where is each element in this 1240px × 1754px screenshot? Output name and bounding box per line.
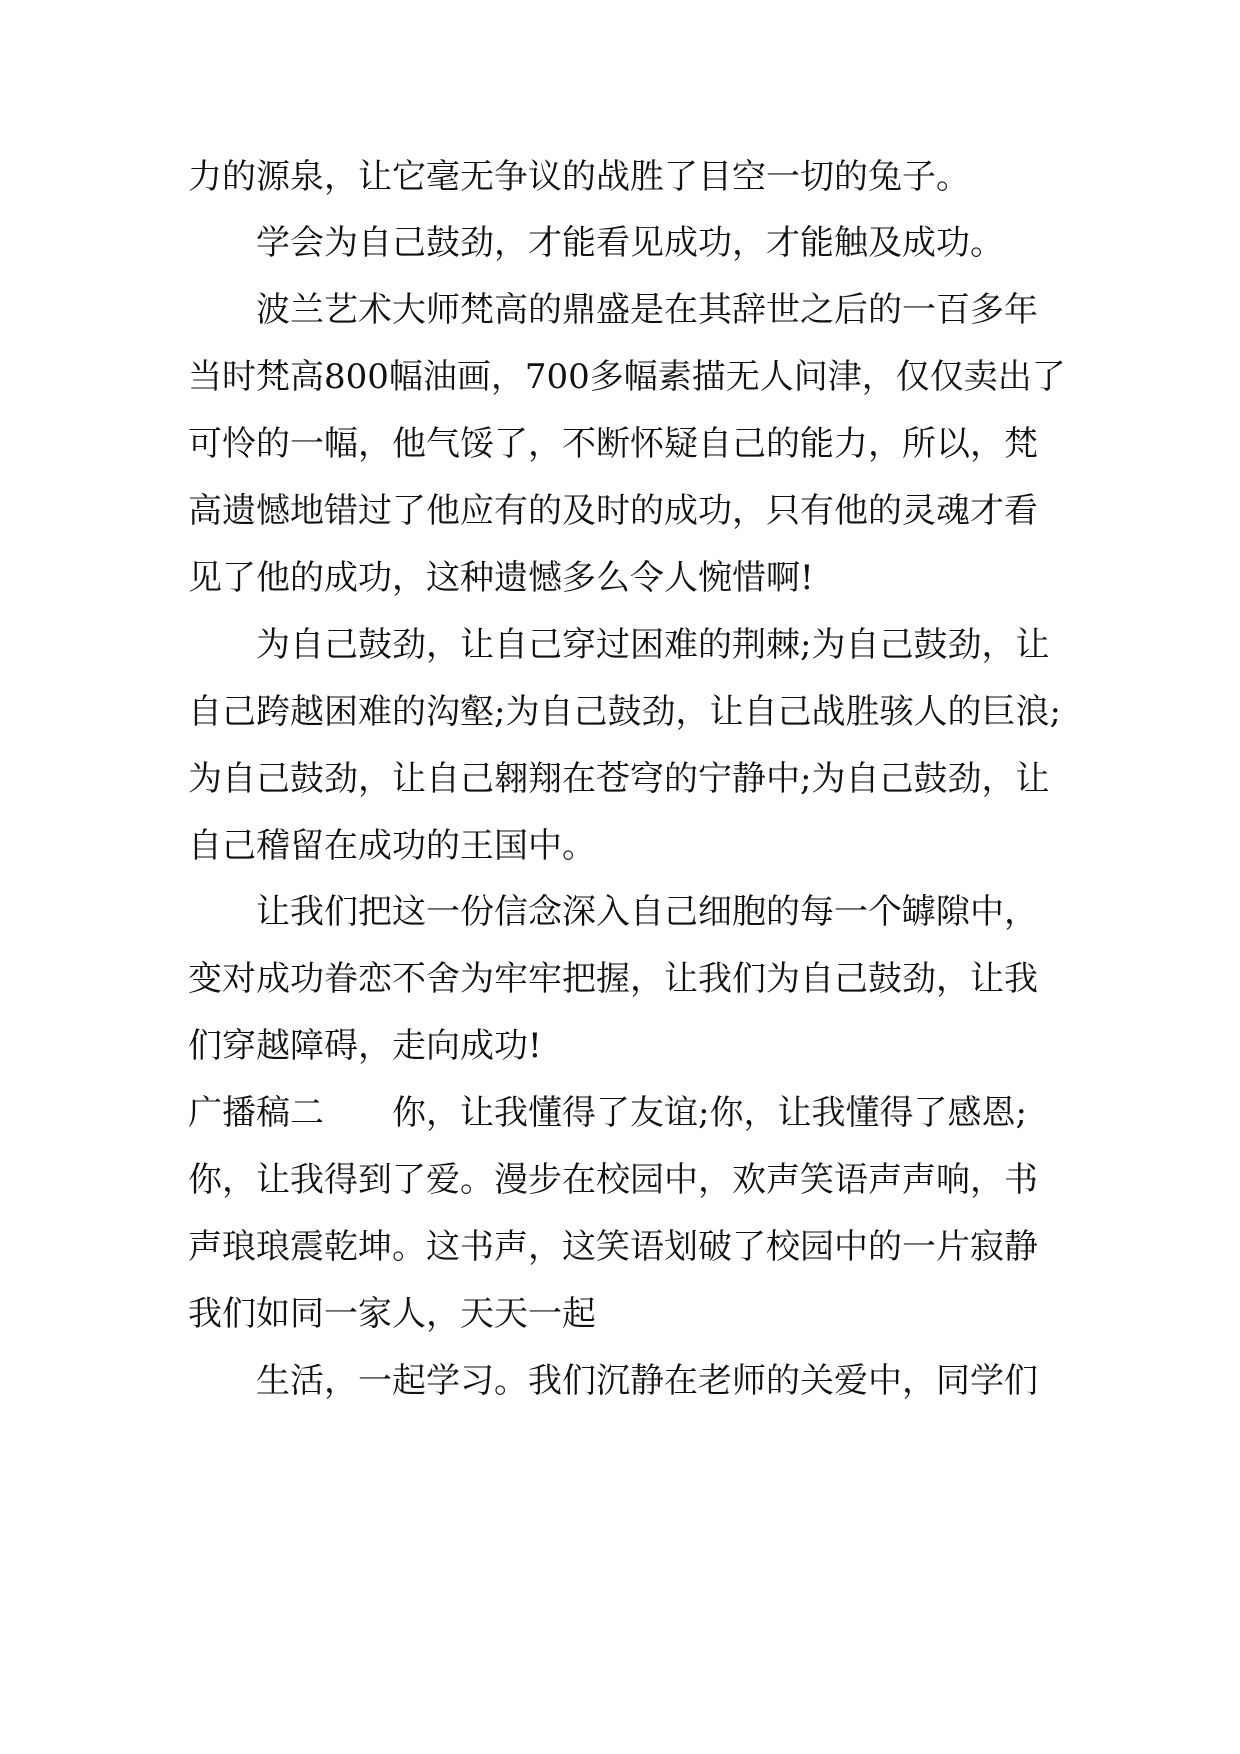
paragraph-line: 自己稽留在成功的王国中。 bbox=[188, 826, 596, 866]
paragraph-line: 当时梵高800幅油画，700多幅素描无人问津，仅仅卖出了 bbox=[188, 357, 1066, 397]
paragraph-line: 可怜的一幅，他气馁了，不断怀疑自己的能力，所以，梵 bbox=[188, 424, 1038, 464]
paragraph-line: 波兰艺术大师梵高的鼎盛是在其辞世之后的一百多年 bbox=[256, 290, 1038, 330]
paragraph-line: 自己跨越困难的沟壑;为自己鼓劲，让自己战胜骇人的巨浪; bbox=[188, 692, 1061, 732]
section-label: 广播稿二 bbox=[188, 1093, 324, 1133]
paragraph-line: 学会为自己鼓劲，才能看见成功，才能触及成功。 bbox=[256, 223, 1004, 263]
section-heading-line bbox=[188, 1088, 1068, 1138]
paragraph-line: 们穿越障碍，走向成功! bbox=[188, 1026, 542, 1066]
paragraph-line: 变对成功眷恋不舍为牢牢把握，让我们为自己鼓劲，让我 bbox=[188, 959, 1038, 999]
paragraph-line: 高遗憾地错过了他应有的及时的成功，只有他的灵魂才看 bbox=[188, 491, 1038, 531]
paragraph-text: 你，让我懂得了友谊;你，让我懂得了感恩; bbox=[392, 1093, 1027, 1133]
paragraph-line: 我们如同一家人，天天一起 bbox=[188, 1294, 596, 1334]
paragraph-line: 生活，一起学习。我们沉静在老师的关爱中，同学们 bbox=[256, 1361, 1038, 1401]
paragraph-line: 你，让我得到了爱。漫步在校园中，欢声笑语声声响，书 bbox=[188, 1160, 1038, 1200]
paragraph-line: 力的源泉，让它毫无争议的战胜了目空一切的兔子。 bbox=[188, 157, 970, 197]
paragraph-line: 让我们把这一份信念深入自己细胞的每一个罅隙中， bbox=[256, 892, 1038, 932]
paragraph-line: 声琅琅震乾坤。这书声，这笑语划破了校园中的一片寂静 bbox=[188, 1227, 1038, 1267]
paragraph-line: 为自己鼓劲，让自己翱翔在苍穹的宁静中;为自己鼓劲，让 bbox=[188, 759, 1050, 799]
paragraph-line: 见了他的成功，这种遗憾多么令人惋惜啊! bbox=[188, 558, 814, 598]
paragraph-line: 为自己鼓劲，让自己穿过困难的荆棘;为自己鼓劲，让 bbox=[256, 625, 1050, 665]
